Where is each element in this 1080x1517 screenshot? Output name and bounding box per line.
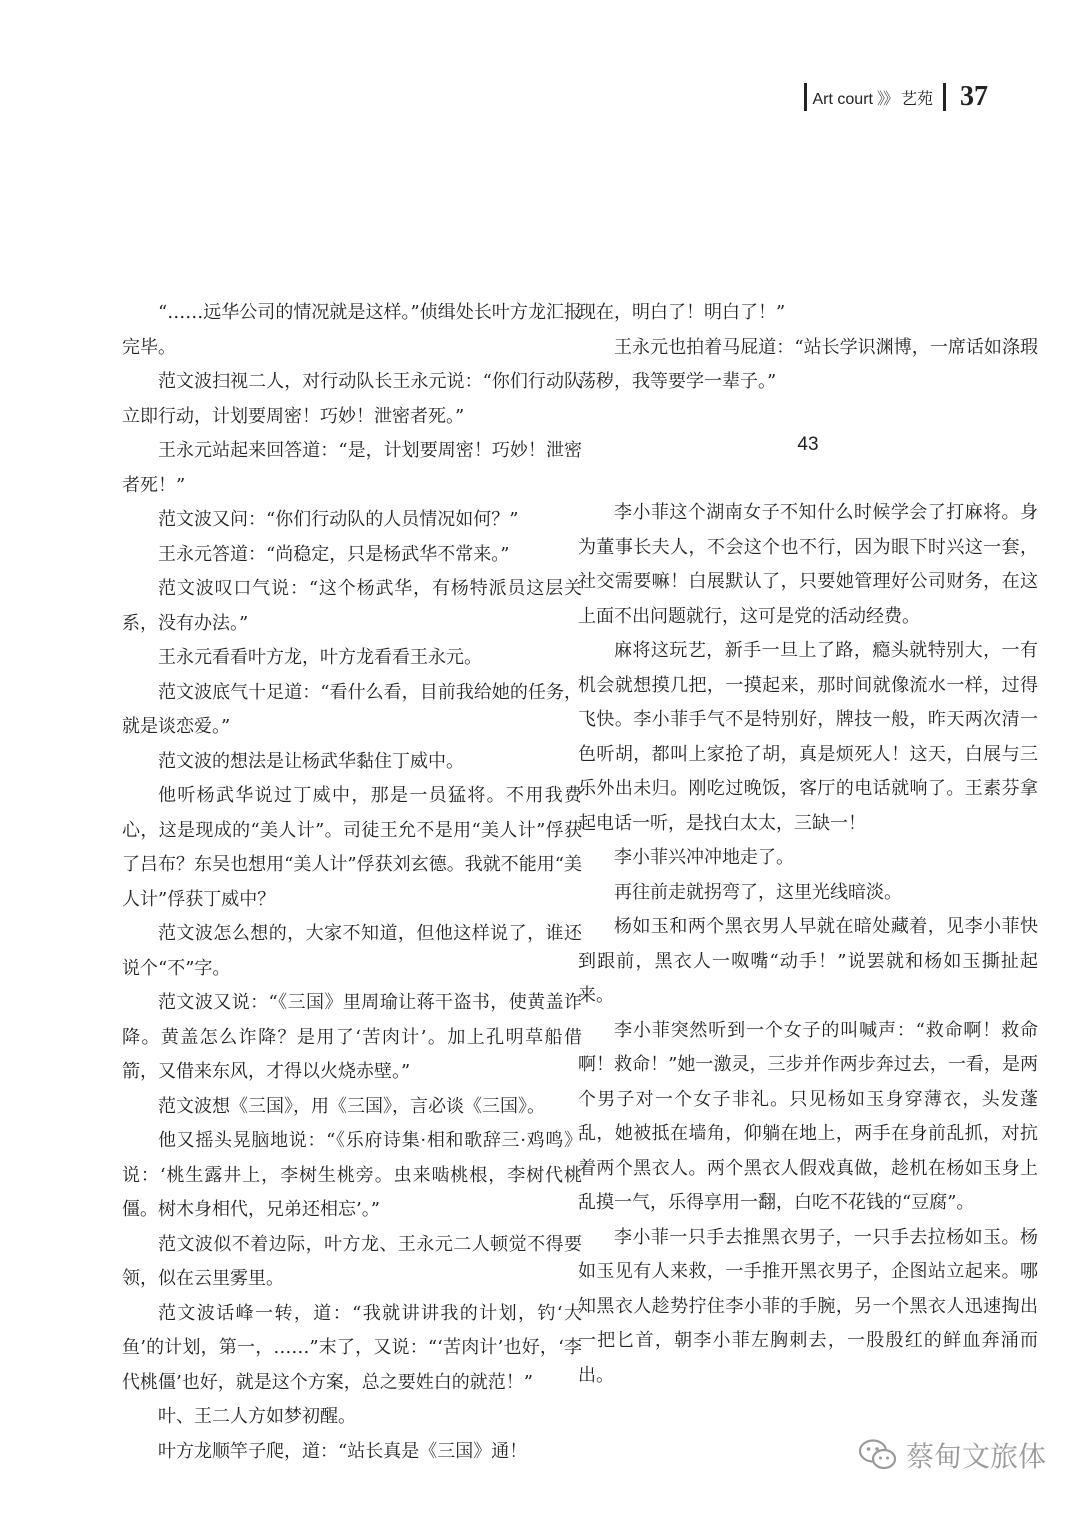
page-header: [804, 80, 989, 114]
right-column: [578, 296, 1038, 1393]
paragraph: “……远华公司的情况就是这样。”侦缉处长叶方龙汇报完毕。: [122, 302, 582, 358]
right-column-bottom: [578, 496, 1038, 1393]
watermark-text: 蔡甸文旅体: [905, 1440, 1046, 1473]
paragraph: 范文波的想法是让杨武华黏住丁威中。: [158, 750, 464, 772]
paragraph: 王永元站起来回答道：“是，计划要周密！巧妙！泄密者死！”: [122, 440, 582, 496]
wechat-icon: [858, 1438, 898, 1472]
paragraph: 李小菲一只手去推黑衣男子，一只手去拉杨如玉。杨如玉见有人来救，一手推开黑衣男子，企图站立起来。哪知黑衣人趁势拧住李小菲的手腕，另一个黑衣人迅速掏出一把匕首，朝李小菲左胸刺去，一股殷红的鲜血奔涌而出。: [578, 1226, 1038, 1386]
paragraph: 范文波怎么想的，大家不知道，但他这样说了，谁还说个“不”字。: [122, 923, 582, 979]
paragraph: 范文波叹口气说：“这个杨武华，有杨特派员这层关系，没有办法。”: [122, 578, 582, 634]
paragraph: 现在，明白了！明白了！”: [578, 302, 786, 323]
paragraph: 麻将这玩艺，新手一旦上了路，瘾头就特别大，一有机会就想摸几把，一摸起来，那时间就像流水一样，过得飞快。李小菲手气不是特别好，牌技一般，昨天两次清一色听胡，都叫上家抢了胡，真是烦死人！这天，白展与三乐外出未归。刚吃过晚饭，客厅的电话就响了。王素芬拿起电话一听，是找白太太，三缺一！: [578, 640, 1038, 834]
left-column: [122, 296, 582, 1469]
paragraph: 范文波又说：“《三国》里周瑜让蒋干盗书，使黄盖诈降。黄盖怎么诈降？是用了‘苦肉计’。加上孔明草船借箭，又借来东风，才得以火烧赤壁。”: [122, 992, 582, 1082]
paragraph: 再往前走就拐弯了，这里光线暗淡。: [614, 881, 902, 903]
header-divider: [943, 83, 946, 111]
paragraph: 范文波想《三国》，用《三国》，言必谈《三国》。: [158, 1095, 545, 1117]
paragraph: 王永元看看叶方龙，叶方龙看看王永元。: [158, 647, 482, 668]
paragraph: 范文波扫视二人，对行动队长王永元说：“你们行动队立即行动，计划要周密！巧妙！泄密者死。”: [122, 371, 582, 427]
section-chevrons: 》》: [876, 90, 897, 108]
paragraph: 叶方龙顺竿子爬，道：“站长真是《三国》通！: [158, 1440, 528, 1462]
paragraph: 李小菲突然听到一个女子的叫喊声：“救命啊！救命啊！救命！”她一激灵，三步并作两步奔过去，一看，是两个男子对一个女子非礼。只见杨如玉身穿薄衣，头发蓬乱，她被抵在墙角，仰躺在地上，两手在身前乱抓，对抗着两个黑衣人。两个黑衣人假戏真做，趁机在杨如玉身上乱摸一气，乐得享用一翻，白吃不花钱的“豆腐”。: [578, 1019, 1038, 1213]
page-number: 37: [960, 81, 988, 112]
paragraph: 李小菲兴冲冲地走了。: [614, 847, 794, 868]
paragraph: 范文波又问：“你们行动队的人员情况如何？”: [158, 509, 519, 530]
paragraph: 他听杨武华说过丁威中，那是一员猛将。不用我费心，这是现成的“美人计”。司徒王允不是用“美人计”俘获了吕布？东吴也想用“美人计”俘获刘玄德。我就不能用“美人计”俘获丁威中？: [122, 785, 582, 910]
header-divider: [804, 83, 807, 111]
paragraph: 李小菲这个湖南女子不知什么时候学会了打麻将。身为董事长夫人，不会这个也不行，因为眼下时兴这一套，社交需要嘛！白展默认了，只要她管理好公司财务，在这上面不出问题就行，这可是党的活动经费。: [578, 502, 1038, 627]
section-title-en: Art court: [812, 90, 873, 108]
paragraph: 他又摇头晃脑地说：“《乐府诗集·相和歌辞三·鸡鸣》说：‘桃生露井上，李树生桃旁。虫来啮桃根，李树代桃僵。树木身相代，兄弟还相忘’。”: [122, 1130, 582, 1220]
paragraph: 王永元也拍着马屁道：“站长学识渊博，一席话如涤瑕荡秽，我等要学一辈子。”: [578, 336, 1038, 392]
right-column-top: [578, 296, 1038, 400]
paragraph: 杨如玉和两个黑衣男人早就在暗处藏着，见李小菲快到跟前，黑衣人一呶嘴“动手！”说罢就和杨如玉撕扯起来。: [578, 916, 1038, 1006]
paragraph: 范文波底气十足道：“看什么看，目前我给她的任务，就是谈恋爱。”: [122, 681, 582, 737]
paragraph: 叶、王二人方如梦初醒。: [158, 1406, 356, 1427]
watermark: [858, 1435, 1046, 1475]
section-title: [813, 86, 934, 109]
section-title-cn: 艺苑: [900, 90, 933, 108]
paragraph: 范文波似不着边际，叶方龙、王永元二人顿觉不得要领，似在云里雾里。: [122, 1233, 582, 1289]
chapter-number: 43: [797, 433, 819, 455]
paragraph: 范文波话峰一转，道：“我就讲讲我的计划，钓‘大鱼’的计划，第一，……”末了，又说：“‘苦肉计’也好，‘李代桃僵’也好，就是这个方案，总之要姓白的就范！”: [122, 1302, 582, 1393]
paragraph: 王永元答道：“尚稳定，只是杨武华不常来。”: [158, 543, 510, 565]
